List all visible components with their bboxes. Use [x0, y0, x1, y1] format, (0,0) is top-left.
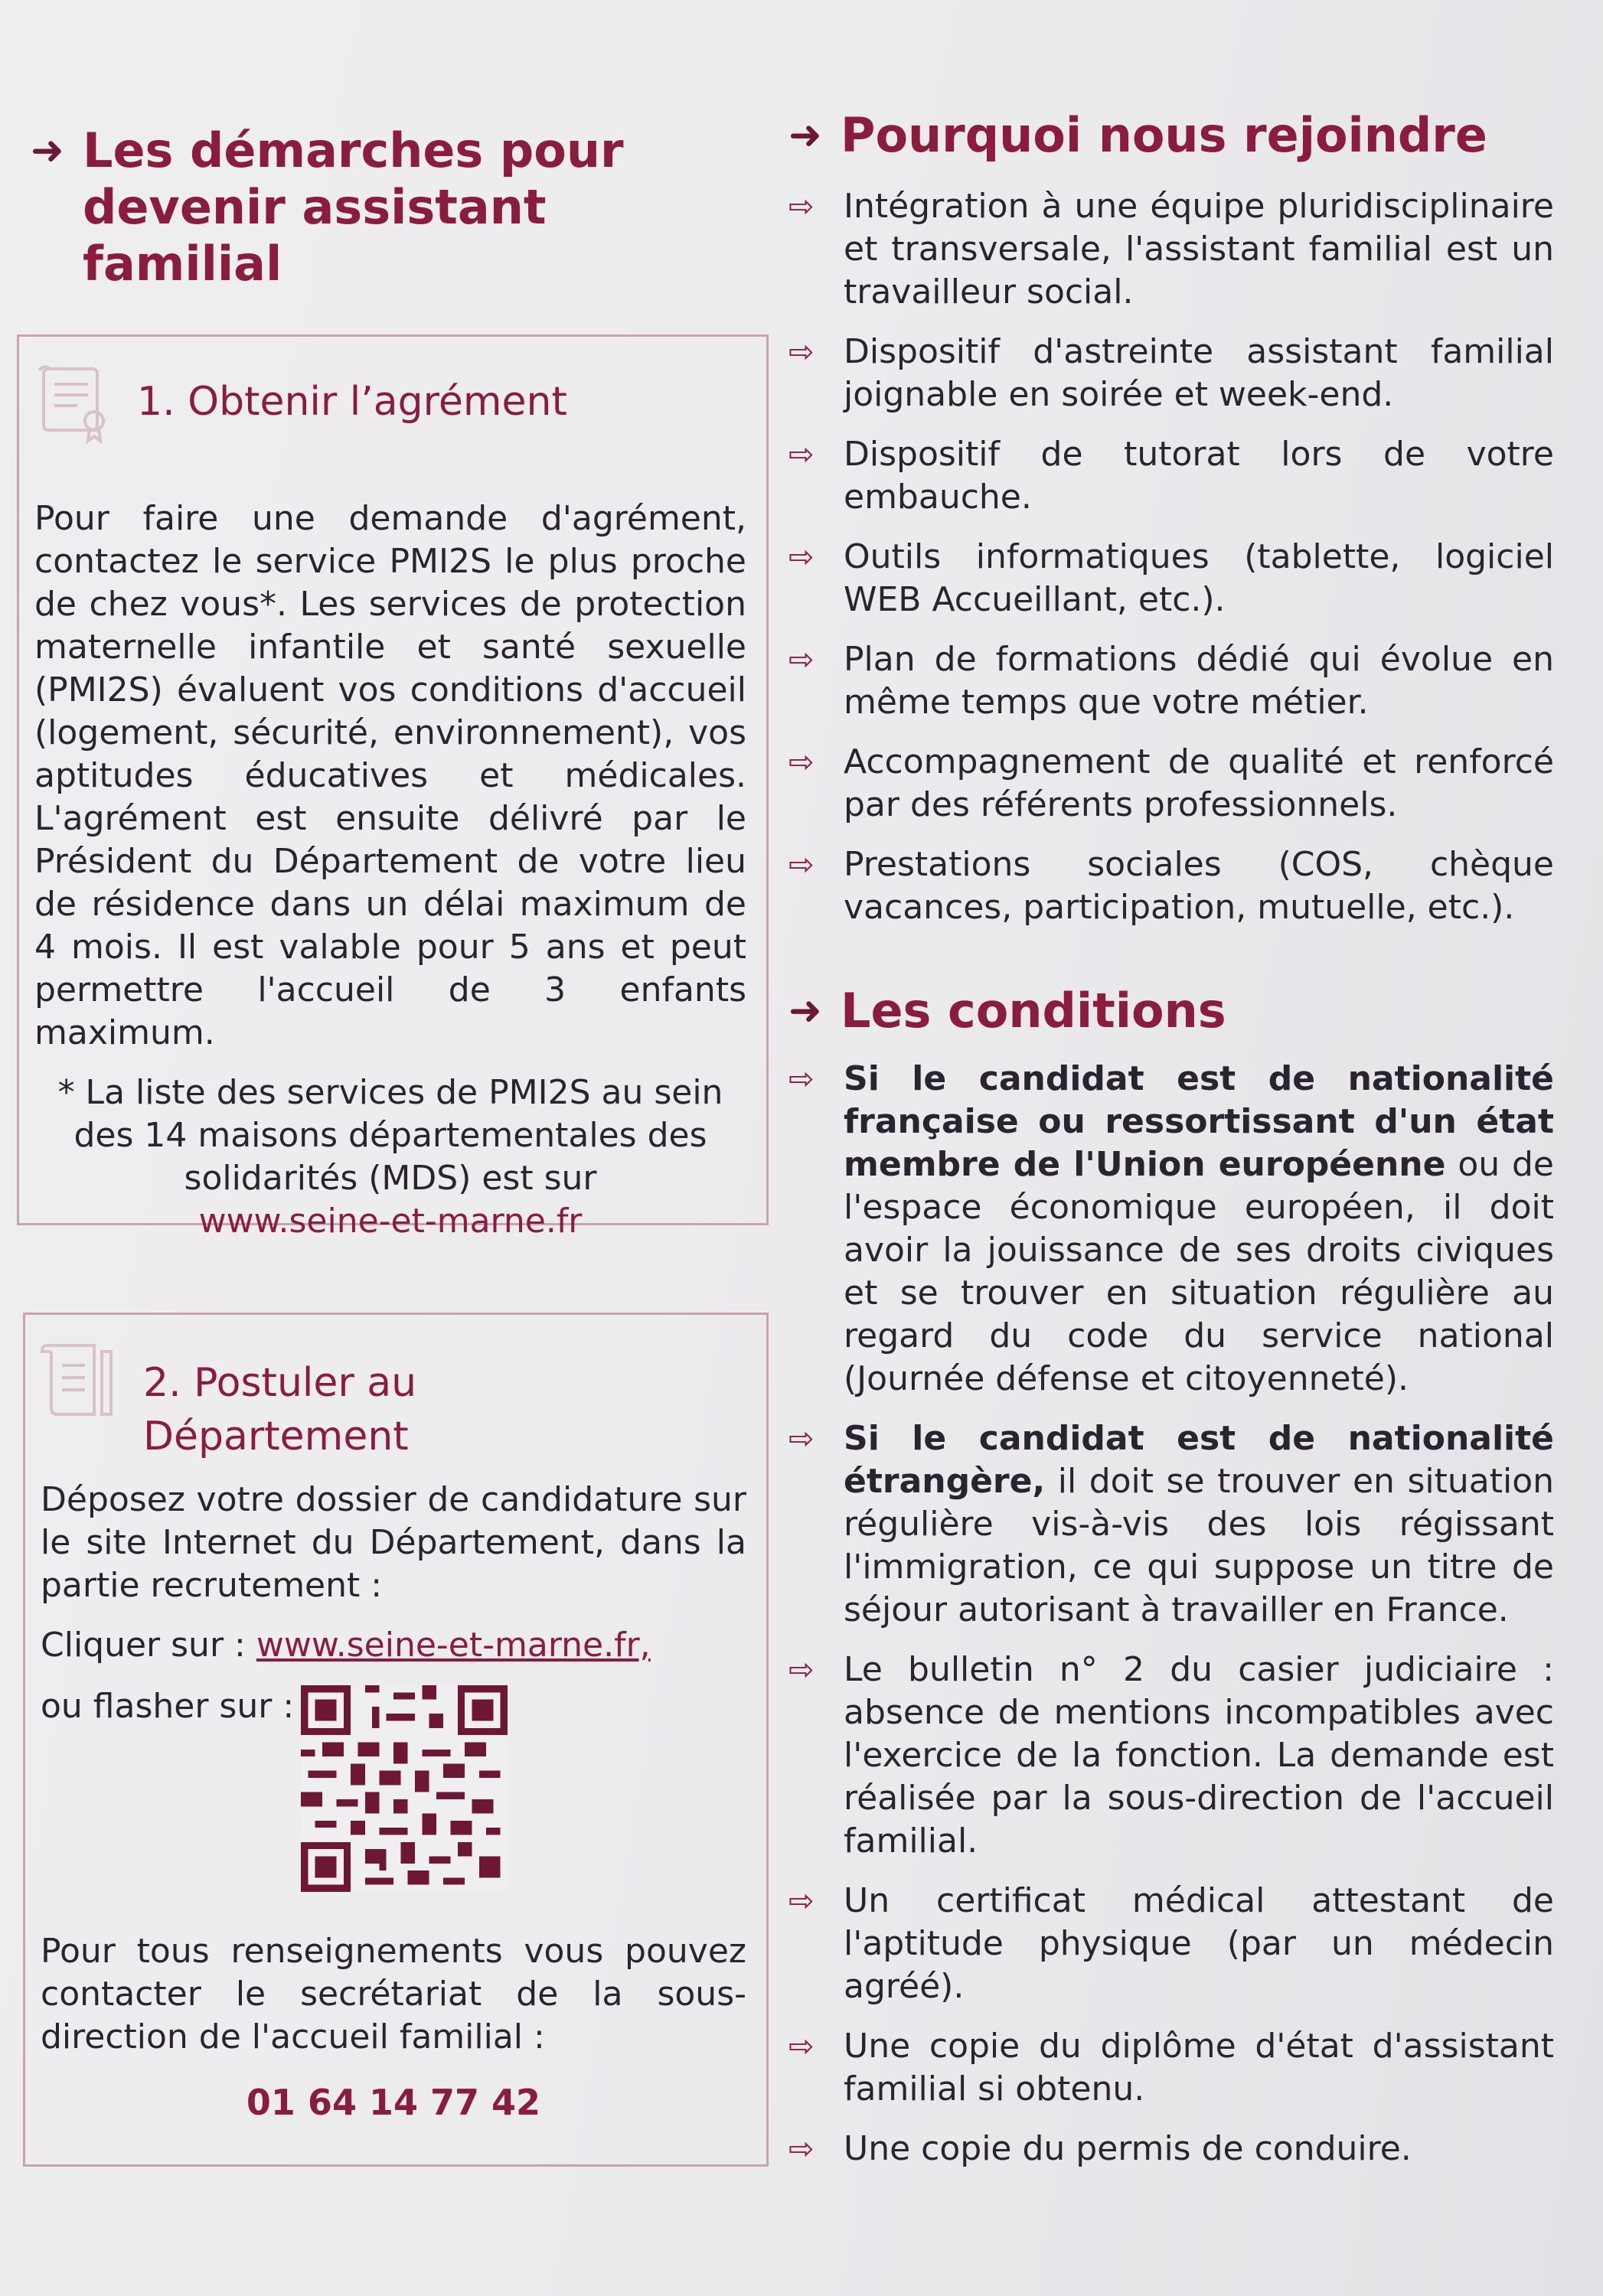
arrow-right-icon: ➜	[31, 128, 64, 174]
list-item: ⇨ Une copie du diplôme d'état d'assistant familial si obtenu.	[788, 2027, 1554, 2108]
heading-demarches: ➜ Les démarches pour devenir assistant familial	[31, 122, 624, 292]
flash-label: ou flasher sur :	[41, 1687, 295, 1726]
list-item: ⇨ Le bulletin n° 2 du casier judiciaire : absence de mentions incompatibles avec l'exercice de la fonction. La demande est réalisée par la sous-direction de l'accueil familial.	[788, 1650, 1554, 1861]
outline-arrow-icon: ⇨	[788, 847, 815, 882]
conditions-list	[788, 1058, 1554, 2170]
list-item: ⇨ Prestations sociales (COS, chèque vacances, participation, mutuelle, etc.).	[788, 845, 1554, 927]
outline-arrow-icon: ⇨	[788, 642, 815, 677]
outline-arrow-icon: ⇨	[788, 2131, 815, 2167]
box-obtenir-agrement	[17, 334, 769, 1241]
why-list	[788, 185, 1554, 929]
list-item: ⇨ Un certificat médical attestant de l'aptitude physique (par un médecin agréé).	[788, 1881, 1554, 2006]
outline-arrow-icon: ⇨	[788, 1421, 815, 1456]
list-item: ⇨ Dispositif d'astreinte assistant familial joignable en soirée et week-end.	[788, 332, 1554, 414]
box1-header	[34, 360, 746, 444]
outline-arrow-icon: ⇨	[788, 540, 815, 575]
outline-arrow-icon: ⇨	[788, 1883, 815, 1919]
box2-header	[41, 1338, 746, 1463]
outline-arrow-icon: ⇨	[788, 2029, 815, 2064]
box1-note-link[interactable]: www.seine-et-marne.fr	[198, 1202, 583, 1241]
right-column	[788, 107, 1554, 2187]
heading-conditions: ➜ Les conditions	[788, 983, 1226, 1039]
list-item: ⇨ Plan de formations dédié qui évolue en même temps que votre métier.	[788, 640, 1554, 722]
list-item: ⇨ Une copie du permis de conduire.	[788, 2128, 1554, 2170]
list-item: ⇨ Si le candidat est de nationalité étrangère, il doit se trouver en situation régulière vis-à-vis des lois régissant l'immigration, ce qui suppose un titre de séjour autorisant à travailler en France.	[788, 1419, 1554, 1629]
website-link[interactable]: www.seine-et-marne.fr,	[256, 1626, 651, 1665]
box2-click-line: Cliquer sur : www.seine-et-marne.fr,	[41, 1626, 651, 1665]
box2-title: 2. Postuler au Département	[143, 1360, 417, 1459]
box-postuler	[23, 1313, 769, 2167]
arrow-right-icon: ➜	[788, 113, 822, 158]
certificate-icon	[34, 360, 126, 444]
qr-code-icon[interactable]	[301, 1685, 508, 1892]
box2-body: Déposez votre dossier de candidature sur le site Internet du Département, dans la partie recrutement :	[41, 1480, 746, 1605]
outline-arrow-icon: ⇨	[788, 1652, 815, 1688]
outline-arrow-icon: ⇨	[788, 437, 815, 472]
list-item: ⇨ Accompagnement de qualité et renforcé par des référents professionnels.	[788, 742, 1554, 824]
box1-body: Pour faire une demande d'agrément, contactez le service PMI2S le plus proche de chez vous*. Les services de protection maternelle infantile et santé sexuelle (PMI2S) évaluent vos conditions d'accueil (logement, sécurité, environnement), vos aptitudes éducatives et médicales. L'agrément est ensuite délivré par le Président du Département de votre lieu de résidence dans un délai maximum de 4 mois. Il est valable pour 5 ans et peut permettre l'accueil de 3 enfants maximum.	[34, 499, 746, 1052]
arrow-right-icon: ➜	[788, 988, 822, 1034]
list-item: ⇨ Intégration à une équipe pluridisciplinaire et transversale, l'assistant familial est un travailleur social.	[788, 187, 1554, 311]
list-item: ⇨ Si le candidat est de nationalité française ou ressortissant d'un état membre de l'Union européenne ou de l'espace économique européen, il doit avoir la jouissance de ses droits civiques et se trouver en situation régulière au regard du code du service national (Journée défense et citoyenneté).	[788, 1059, 1555, 1398]
document-icon	[41, 1338, 132, 1422]
box2-contact-text: Pour tous renseignements vous pouvez contacter le secrétariat de la sous-direction de l'accueil familial :	[41, 1932, 746, 2056]
heading-pourquoi: ➜ Pourquoi nous rejoindre	[788, 107, 1487, 163]
outline-arrow-icon: ⇨	[788, 745, 815, 780]
left-column	[31, 122, 773, 292]
outline-arrow-icon: ⇨	[788, 189, 815, 224]
phone-number[interactable]: 01 64 14 77 42	[246, 2082, 541, 2123]
outline-arrow-icon: ⇨	[788, 1062, 815, 1097]
box1-note: * La liste des services de PMI2S au sein des 14 maisons départementales des solidarités (MDS) est sur	[57, 1073, 723, 1198]
list-item: ⇨ Outils informatiques (tablette, logiciel WEB Accueillant, etc.).	[788, 537, 1554, 619]
box1-title: 1. Obtenir l’agrément	[137, 379, 567, 425]
qr-row	[41, 1685, 746, 1892]
list-item: ⇨ Dispositif de tutorat lors de votre embauche.	[788, 435, 1554, 517]
outline-arrow-icon: ⇨	[788, 334, 815, 370]
